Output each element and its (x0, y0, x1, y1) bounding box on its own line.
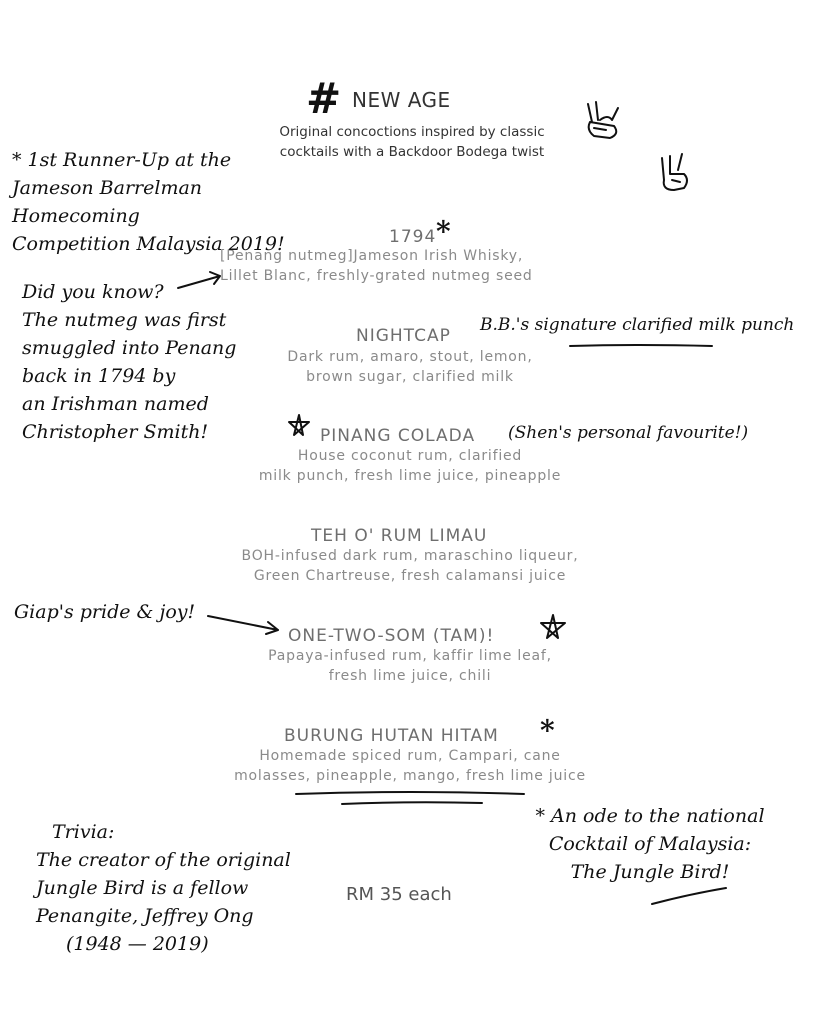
star-doodle-icon (286, 413, 312, 439)
drink-1794-desc-line-1: Jameson Irish Whisky, (353, 248, 524, 264)
drink-one-two-som-name: ONE-TWO-SOM (TAM)! (288, 626, 495, 646)
ode-line-1: * An ode to the national (535, 805, 765, 827)
subtitle-line-2: cocktails with a Backdoor Bodega twist (279, 144, 545, 160)
asterisk-1794: * (436, 215, 451, 248)
drink-one-two-som-desc-line-1: Papaya-infused rum, kaffir lime leaf, (268, 648, 552, 664)
arrow-icon (206, 612, 286, 636)
penang-nutmeg-bracket: [Penang nutmeg] (220, 248, 354, 264)
drink-nightcap-desc (240, 347, 580, 387)
rock-hand-icon (580, 98, 630, 144)
drink-teh-desc-line-2: Green Chartreuse, fresh calamansi juice (253, 568, 567, 584)
ode-underline (650, 886, 730, 908)
drink-teh-o-rum-limau-desc (200, 546, 620, 586)
header-hash: # (306, 74, 342, 123)
drink-nightcap-desc-line-1: Dark rum, amaro, stout, lemon, (287, 349, 533, 365)
drink-teh-desc-line-1: BOH-infused dark rum, maraschino liqueur, (241, 548, 579, 564)
drink-1794-desc-line-2: Lillet Blanc, freshly-grated nutmeg seed (220, 268, 533, 284)
arrow-icon (176, 270, 226, 292)
ode-line-2: Cocktail of Malaysia: (548, 833, 752, 855)
trivia-line-2: The creator of the original (36, 849, 291, 871)
runner-up-line-1: * 1st Runner-Up at the (12, 149, 232, 171)
drink-pinang-colada-name: PINANG COLADA (320, 426, 476, 446)
drink-pinang-colada-desc-line-2: milk punch, fresh lime juice, pineapple (258, 468, 562, 484)
rock-hand-small-icon (656, 150, 696, 194)
trivia-note (36, 818, 356, 958)
nightcap-note-underline (568, 340, 718, 350)
trivia-line-4: Penangite, Jeffrey Ong (36, 905, 254, 927)
drink-one-two-som-desc-line-2: fresh lime juice, chili (328, 668, 492, 684)
did-you-know-line-4: back in 1794 by (22, 365, 176, 387)
colada-note: (Shen's personal favourite!) (508, 423, 749, 443)
page-title: NEW AGE (352, 88, 451, 112)
drink-burung-desc-line-2: molasses, pineapple, mango, fresh lime juice (234, 768, 586, 784)
asterisk-burung: * (540, 714, 555, 747)
drink-burung-hutan-hitam-name: BURUNG HUTAN HITAM (284, 726, 499, 746)
price-label: RM 35 each (346, 884, 452, 905)
trivia-line-5: (1948 — 2019) (66, 933, 209, 955)
runner-up-line-3: Competition Malaysia 2019! (12, 233, 285, 255)
drink-pinang-colada-desc (220, 446, 600, 486)
trivia-line-3: Jungle Bird is a fellow (36, 877, 249, 899)
drink-1794-name: 1794 (389, 227, 437, 247)
drink-nightcap-desc-line-2: brown sugar, clarified milk (306, 369, 514, 385)
star-doodle-icon (538, 613, 568, 641)
did-you-know-line-1: Did you know? (22, 281, 164, 303)
drink-teh-o-rum-limau-name: TEH O' RUM LIMAU (311, 526, 488, 546)
runner-up-line-2: Jameson Barrelman Homecoming (12, 177, 203, 227)
drink-pinang-colada-desc-line-1: House coconut rum, clarified (297, 448, 523, 464)
drink-one-two-som-desc (220, 646, 600, 686)
runner-up-note (12, 146, 312, 258)
drink-burung-desc (190, 746, 630, 786)
did-you-know-line-5: an Irishman named (22, 393, 209, 415)
drink-nightcap-name: NIGHTCAP (356, 326, 451, 346)
did-you-know-line-2: The nutmeg was first (22, 309, 227, 331)
subtitle-line-1: Original concoctions inspired by classic (279, 124, 545, 140)
drink-burung-desc-line-1: Homemade spiced rum, Campari, cane (259, 748, 561, 764)
did-you-know-line-3: smuggled into Penang (22, 337, 237, 359)
did-you-know-line-6: Christopher Smith! (22, 421, 209, 443)
did-you-know-note (22, 278, 242, 446)
nightcap-note: B.B.'s signature clarified milk punch (480, 315, 795, 335)
ode-line-3: The Jungle Bird! (570, 861, 730, 883)
giap-note: Giap's pride & joy! (14, 601, 196, 623)
ode-note (490, 802, 810, 886)
trivia-line-1: Trivia: (52, 821, 115, 843)
